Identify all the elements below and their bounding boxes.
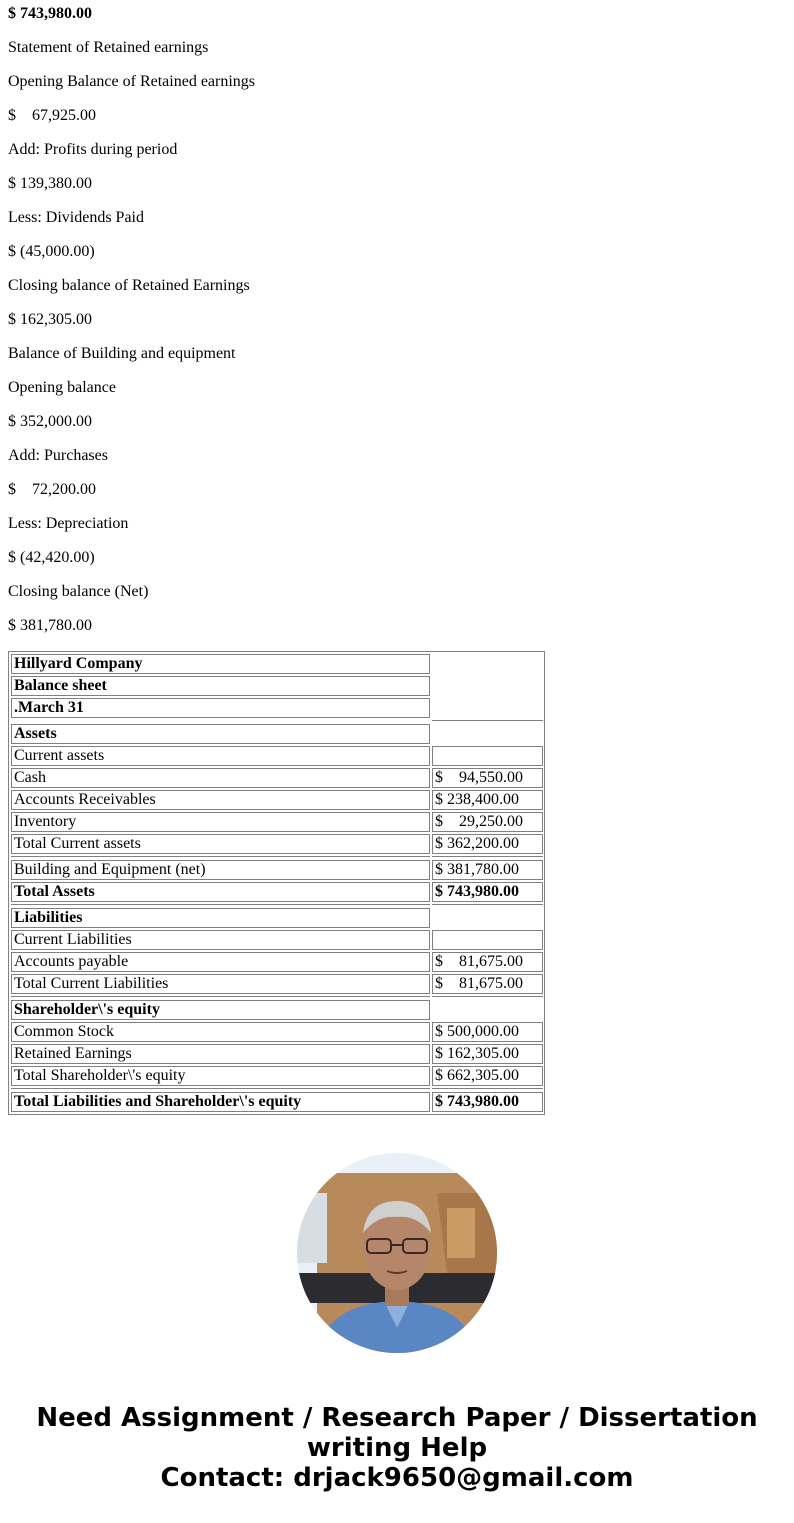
re-closing-value: $ 162,305.00 [8, 311, 92, 328]
re-opening-value: $ 67,925.00 [8, 107, 96, 124]
be-purchases-label: Add: Purchases [8, 447, 108, 464]
inventory-value: $ 29,250.00 [432, 812, 543, 832]
total-equity-label: Total Shareholder\'s equity [11, 1066, 430, 1086]
total-liab-equity-value: $ 743,980.00 [432, 1092, 543, 1112]
current-liabilities-label: Current Liabilities [11, 930, 430, 950]
retained-earnings-heading: Statement of Retained earnings [8, 39, 209, 56]
building-value: $ 381,780.00 [432, 860, 543, 880]
divider-line [11, 1088, 430, 1089]
be-closing-label: Closing balance (Net) [8, 583, 149, 600]
current-assets-empty [432, 746, 543, 766]
retained-label: Retained Earnings [11, 1044, 430, 1064]
be-opening-value: $ 352,000.00 [8, 413, 92, 430]
divider-line [11, 996, 430, 997]
avatar-image [297, 1153, 497, 1353]
divider-line [432, 904, 543, 905]
total-assets-value: $ 743,980.00 [432, 882, 543, 902]
retained-value: $ 162,305.00 [432, 1044, 543, 1064]
re-closing-label: Closing balance of Retained Earnings [8, 277, 250, 294]
re-profits-value: $ 139,380.00 [8, 175, 92, 192]
help-banner [0, 1403, 794, 1493]
common-stock-value: $ 500,000.00 [432, 1022, 543, 1042]
sheet-title: Balance sheet [11, 676, 430, 696]
banner-line-1: Need Assignment / Research Paper / Dissertation [36, 1403, 758, 1433]
be-opening-label: Opening balance [8, 379, 116, 396]
divider-line [11, 904, 430, 905]
payable-value: $ 81,675.00 [432, 952, 543, 972]
equity-heading: Shareholder\'s equity [11, 1000, 430, 1020]
balance-sheet-table [8, 651, 545, 1115]
be-closing-value: $ 381,780.00 [8, 617, 92, 634]
header-rule [432, 720, 543, 721]
receivables-value: $ 238,400.00 [432, 790, 543, 810]
be-purchases-value: $ 72,200.00 [8, 481, 96, 498]
payable-label: Accounts payable [11, 952, 430, 972]
re-profits-label: Add: Profits during period [8, 141, 178, 158]
be-depreciation-label: Less: Depreciation [8, 515, 129, 532]
receivables-label: Accounts Receivables [11, 790, 430, 810]
liabilities-heading: Liabilities [11, 908, 430, 928]
divider-line [432, 856, 543, 857]
assets-heading: Assets [11, 724, 430, 744]
common-stock-label: Common Stock [11, 1022, 430, 1042]
total-equity-value: $ 662,305.00 [432, 1066, 543, 1086]
be-depreciation-value: $ (42,420.00) [8, 549, 95, 566]
sheet-date: .March 31 [11, 698, 430, 718]
cash-label: Cash [11, 768, 430, 788]
total-current-assets-value: $ 362,200.00 [432, 834, 543, 854]
re-dividends-value: $ (45,000.00) [8, 243, 95, 260]
banner-line-2: writing Help [306, 1433, 488, 1463]
re-dividends-label: Less: Dividends Paid [8, 209, 144, 226]
banner-contact: Contact: drjack9650@gmail.com [160, 1463, 634, 1493]
cash-value: $ 94,550.00 [432, 768, 543, 788]
total-current-liabilities-value: $ 81,675.00 [432, 974, 543, 994]
building-label: Building and Equipment (net) [11, 860, 430, 880]
total-current-liabilities-label: Total Current Liabilities [11, 974, 430, 994]
divider-line [11, 856, 430, 857]
divider-line [432, 996, 543, 997]
total-liab-equity-label: Total Liabilities and Shareholder\'s equity [11, 1092, 430, 1112]
total-line: $ 743,980.00 [8, 5, 92, 22]
author-avatar [297, 1153, 497, 1353]
inventory-label: Inventory [11, 812, 430, 832]
current-liabilities-empty [432, 930, 543, 950]
company-name: Hillyard Company [11, 654, 430, 674]
re-opening-label: Opening Balance of Retained earnings [8, 73, 256, 90]
building-heading: Balance of Building and equipment [8, 345, 236, 362]
current-assets-label: Current assets [11, 746, 430, 766]
total-current-assets-label: Total Current assets [11, 834, 430, 854]
divider-line [432, 1088, 543, 1089]
total-assets-label: Total Assets [11, 882, 430, 902]
